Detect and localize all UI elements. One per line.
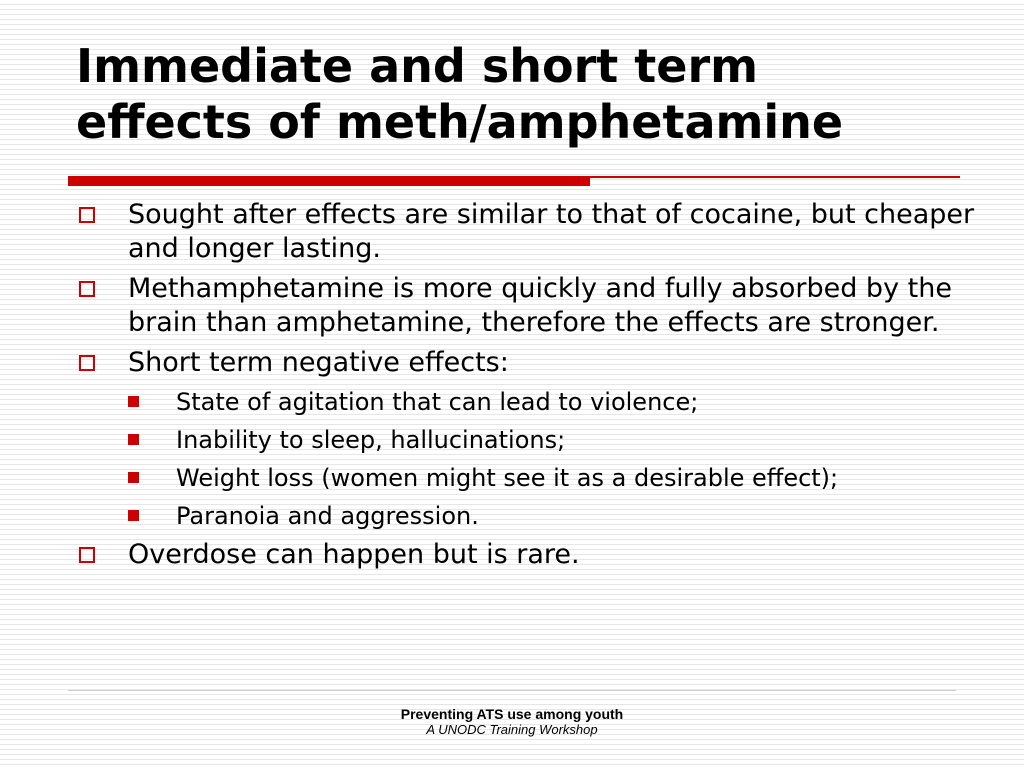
hollow-square-bullet-icon (79, 281, 95, 297)
footer-title: Preventing ATS use among youth (400, 706, 624, 722)
sub-bullet-item (76, 386, 976, 418)
bullet-text: Short term negative effects: (128, 347, 509, 378)
bullet-item (76, 346, 976, 380)
hollow-square-bullet-icon (79, 355, 95, 371)
bullet-text: Sought after effects are similar to that of cocaine, but cheaper and longer lasting. (128, 199, 975, 264)
bullet-item (76, 272, 976, 340)
hollow-square-bullet-icon (79, 207, 95, 223)
bullet-item (76, 198, 976, 266)
sub-bullet-text: Inability to sleep, hallucinations; (176, 426, 566, 454)
title-underline-bar (68, 176, 590, 186)
hollow-square-bullet-icon (79, 547, 95, 563)
filled-square-bullet-icon (128, 510, 139, 521)
filled-square-bullet-icon (128, 434, 139, 445)
title-underline-line (590, 176, 960, 178)
sub-bullet-text: Paranoia and aggression. (176, 502, 479, 530)
footer-divider (68, 690, 956, 691)
bullet-text: Methamphetamine is more quickly and fully absorbed by the brain than amphetamine, therefore the effects are stronger. (128, 273, 952, 338)
bullet-text: Overdose can happen but is rare. (128, 539, 580, 570)
filled-square-bullet-icon (128, 472, 139, 483)
footer (0, 706, 1024, 738)
sub-bullet-item (76, 424, 976, 456)
sub-bullet-text: Weight loss (women might see it as a desirable effect); (176, 464, 839, 492)
sub-bullet-item (76, 462, 976, 494)
title-line-1: Immediate and short term (76, 39, 759, 93)
filled-square-bullet-icon (128, 396, 139, 407)
footer-subtitle: A UNODC Training Workshop (426, 722, 598, 737)
title-line-2: effects of meth/amphetamine (76, 95, 844, 149)
bullet-list (76, 198, 976, 578)
sub-bullet-text: State of agitation that can lead to violence; (176, 388, 699, 416)
bullet-item (76, 538, 976, 572)
sub-bullet-item (76, 500, 976, 532)
slide-title (76, 38, 976, 150)
